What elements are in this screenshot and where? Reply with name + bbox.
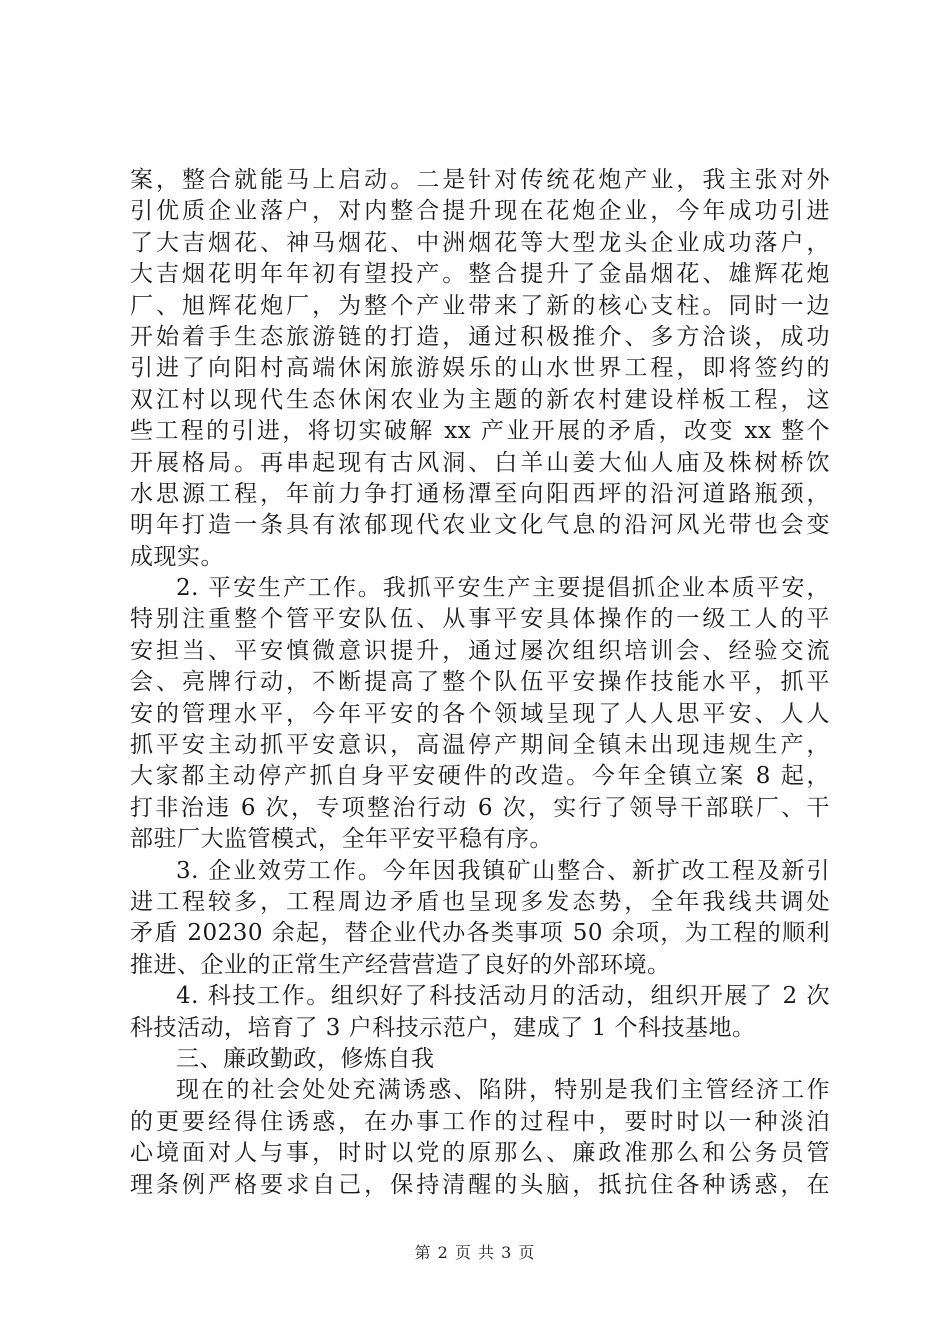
text-line: 部驻厂大监管模式，全年平安平稳有序。: [130, 826, 553, 853]
text-line: 了大吉烟花、神马烟花、中洲烟花等大型龙头企业成功落户，: [130, 229, 830, 256]
text-line: 水思源工程，年前力争打通杨潭至向阳西坪的沿河道路瓶颈，: [130, 480, 830, 507]
text-line: 进工程较多，工程周边矛盾也呈现多发态势，全年我线共调处: [130, 888, 830, 915]
text-line: 开始着手生态旅游链的打造，通过积极推介、多方洽谈，成功: [130, 323, 830, 350]
section-heading: 三、廉政勤政，修炼自我: [176, 1045, 435, 1072]
text-line: 厂、旭辉花炮厂，为整个产业带来了新的核心支柱。同时一边: [130, 292, 830, 319]
paragraph-heading: 2. 平安生产工作。我抓平安生产主要提倡抓企业本质平安，: [176, 575, 830, 602]
text-line: 打非治违 6 次，专项整治行动 6 次，实行了领导干部联厂、干: [130, 794, 830, 821]
text-line: 大家都主动停产抓自身平安硬件的改造。今年全镇立案 8 起，: [130, 763, 830, 790]
text-line: 的更要经得住诱惑，在办事工作的过程中，要时时以一种淡泊: [130, 1108, 830, 1135]
text-line: 心境面对人与事，时时以党的原那么、廉政准那么和公务员管: [130, 1140, 830, 1167]
text-line: 矛盾 20230 余起，替企业代办各类事项 50 余项，为工程的顺利: [130, 920, 830, 947]
text-line: 开展格局。再串起现有古风洞、白羊山姜大仙人庙及株树桥饮: [130, 449, 830, 476]
text-line: 引优质企业落户，对内整合提升现在花炮企业，今年成功引进: [130, 198, 830, 225]
text-line: 理条例严格要求自己，保持清醒的头脑，抵抗住各种诱惑，在: [130, 1171, 830, 1198]
text-line: 推进、企业的正常生产经营营造了良好的外部环境。: [130, 951, 671, 978]
text-line: 引进了向阳村高端休闲旅游娱乐的山水世界工程，即将签约的: [130, 355, 830, 382]
paragraph-start: 现在的社会处处充满诱惑、陷阱，特别是我们主管经济工作: [176, 1077, 830, 1104]
text-line: 大吉烟花明年年初有望投产。整合提升了金晶烟花、雄辉花炮: [130, 261, 830, 288]
paragraph-heading: 4. 科技工作。组织好了科技活动月的活动，组织开展了 2 次: [176, 983, 830, 1010]
text-line: 些工程的引进，将切实破解 xx 产业开展的矛盾，改变 xx 整个: [130, 418, 830, 445]
text-line: 安的管理水平，今年平安的各个领域呈现了人人思平安、人人: [130, 700, 830, 727]
paragraph-heading: 3. 企业效劳工作。今年因我镇矿山整合、新扩改工程及新引: [176, 857, 830, 884]
page-number-footer: 第 2 页 共 3 页: [414, 1243, 536, 1262]
text-line: 安担当、平安慎微意识提升，通过屡次组织培训会、经验交流: [130, 637, 830, 664]
text-line: 会、亮牌行动，不断提高了整个队伍平安操作技能水平，抓平: [130, 669, 830, 696]
text-line: 明年打造一条具有浓郁现代农业文化气息的沿河风光带也会变: [130, 512, 830, 539]
text-line: 特别注重整个管平安队伍、从事平安具体操作的一级工人的平: [130, 606, 830, 633]
text-line: 双江村以现代生态休闲农业为主题的新农村建设样板工程，这: [130, 386, 830, 413]
document-body: [130, 165, 830, 1201]
text-line: 成现实。: [130, 543, 224, 570]
text-line: 抓平安主动抓平安意识，高温停产期间全镇未出现违规生产，: [130, 732, 830, 759]
text-line: 科技活动，培育了 3 户科技示范户，建成了 1 个科技基地。: [130, 1014, 756, 1041]
text-line: 案，整合就能马上启动。二是针对传统花炮产业，我主张对外: [130, 167, 830, 193]
